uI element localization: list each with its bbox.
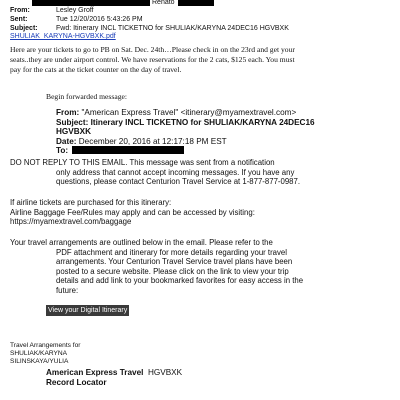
arrangements-for-label: Travel Arrangements for	[10, 342, 81, 349]
notice-line: questions, please contact Centurion Travel Service at 1-877-877-0987.	[56, 177, 301, 186]
record-locator-label: Record Locator	[46, 378, 107, 387]
notice-line: only address that cannot accept incoming messages. If you have any	[56, 167, 295, 177]
arrangements-line: PDF attachment and itinerary for more details regarding your travel	[56, 247, 287, 257]
fwd-from-label: From:	[56, 108, 80, 117]
fwd-date-line	[56, 137, 315, 147]
subject-label: Subject:	[10, 25, 38, 32]
fwd-from-line	[56, 108, 315, 118]
forwarded-begin: Begin forwarded message:	[46, 92, 127, 101]
sent-value: Tue 12/20/2016 5:43:26 PM	[56, 16, 143, 23]
arrangements-line: future:	[56, 285, 79, 295]
sent-line	[10, 15, 143, 24]
body-line: Here are your tickets to go to PB on Sat. Dec. 24th…Please check in on the 23rd and get your	[10, 45, 295, 54]
subject-value: Fwd: Itinerary INCL TICKETNO for SHULIAK/KARYNA 24DEC16 HGVBXK	[56, 25, 289, 32]
arrangements-line: arrangements. Your Centurion Travel Service travel plans have been	[56, 257, 293, 266]
redaction-bar	[178, 0, 214, 6]
arrangements-line: Your travel arrangements are outlined below in the email. Please refer to the	[10, 238, 273, 247]
redaction-bar	[72, 146, 184, 154]
traveler-name: SILINSKAYA/YULIA	[10, 358, 69, 365]
fwd-to-label: To:	[56, 146, 69, 155]
sender-fragment: Renato	[152, 0, 175, 6]
from-label: From:	[10, 7, 30, 14]
arrangements-info	[10, 238, 390, 295]
baggage-line: If airline tickets are purchased for this itinerary:	[10, 198, 172, 207]
travel-arrangements-block	[10, 342, 80, 366]
fwd-date-label: Date:	[56, 136, 77, 146]
fwd-date-value: December 20, 2016 at 12:17:18 PM EST	[78, 136, 227, 146]
fwd-subject-line	[56, 118, 315, 128]
fwd-subject-cont: HGVBXK	[56, 127, 92, 136]
sent-label: Sent:	[10, 16, 28, 23]
fwd-subject-label: Subject:	[56, 117, 89, 127]
view-itinerary-button[interactable]: View your Digital Itinerary	[48, 307, 128, 314]
traveler-name: SHULIAK/KARYNA	[10, 350, 68, 357]
agency-name: American Express Travel	[46, 368, 144, 377]
baggage-info	[10, 198, 390, 227]
body-line: pay for the cats at the ticket counter on the day of travel.	[10, 65, 182, 74]
do-not-reply-notice	[10, 158, 390, 187]
fwd-subject-value: Itinerary INCL TICKETNO for SHULIAK/KARYNA 24DEC16	[90, 117, 315, 127]
body-line: seats..they are under airport control. We have reservations for the 2 cats, $125 each. You must	[10, 55, 295, 64]
agency-line	[46, 368, 182, 378]
arrangements-line: posted to a secure website. Please click on the link to view your trip	[56, 266, 289, 276]
from-line	[10, 6, 94, 15]
arrangements-line: details and add link to your bookmarked favorites for easy access in the	[56, 276, 304, 285]
body-text	[10, 45, 390, 75]
fwd-from-value: "American Express Travel" <itinerary@myamextravel.com>	[81, 108, 297, 117]
record-locator-value: HGVBXK	[147, 368, 183, 377]
baggage-url[interactable]: https://myamextravel.com/baggage	[10, 217, 132, 226]
notice-line: DO NOT REPLY TO THIS EMAIL. This message was sent from a notification	[10, 158, 275, 167]
baggage-line: Airline Baggage Fee/Rules may apply and can be accessed by visiting:	[10, 207, 255, 217]
attachment-link[interactable]: SHULIAK_KARYNA-HGVBXK.pdf	[10, 33, 116, 40]
from-value: Lesley Groff	[56, 7, 94, 14]
